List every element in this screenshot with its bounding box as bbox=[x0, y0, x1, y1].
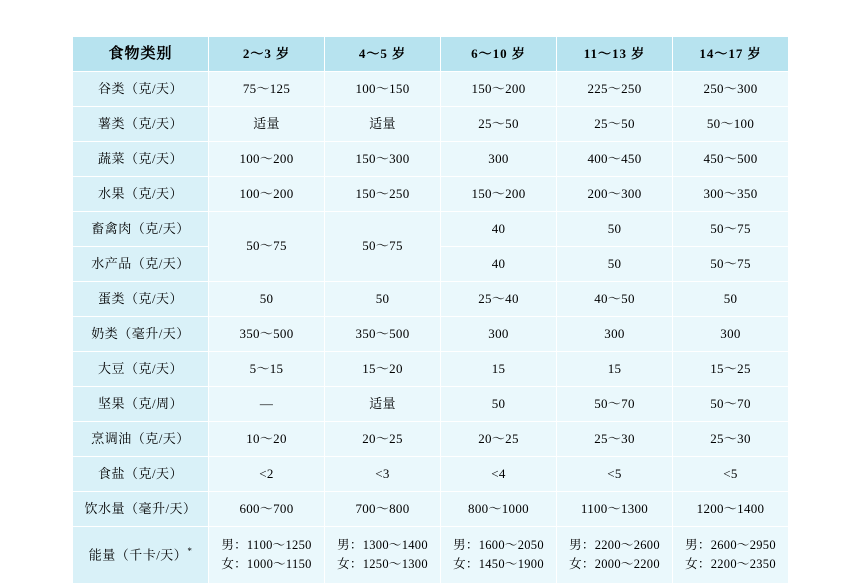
cell-eggs-2-3: 50 bbox=[209, 282, 325, 317]
cell-eggs-11-13: 40～50 bbox=[557, 282, 673, 317]
energy-male-value: 男：1600～2050 bbox=[453, 537, 544, 552]
row-label-energy-text: 能量（千卡/天） bbox=[88, 547, 188, 563]
table-header bbox=[73, 37, 789, 72]
cell-water-14-17: 1200～1400 bbox=[673, 492, 789, 527]
cell-tubers-14-17: 50～100 bbox=[673, 107, 789, 142]
cell-water-11-13: 1100～1300 bbox=[557, 492, 673, 527]
cell-water-6-10: 800～1000 bbox=[441, 492, 557, 527]
row-label-cooking-oil: 烹调油（克/天） bbox=[73, 422, 209, 457]
cell-soybeans-14-17: 15～25 bbox=[673, 352, 789, 387]
cell-salt-4-5: <3 bbox=[325, 457, 441, 492]
energy-female-value: 女：1250～1300 bbox=[337, 557, 428, 571]
row-label-fruits: 水果（克/天） bbox=[73, 177, 209, 212]
cell-nuts-14-17: 50～70 bbox=[673, 387, 789, 422]
cell-energy-14-17 bbox=[673, 527, 789, 584]
table-row bbox=[73, 142, 789, 177]
row-label-grains: 谷类（克/天） bbox=[73, 72, 209, 107]
cell-tubers-2-3: 适量 bbox=[209, 107, 325, 142]
row-label-vegetables: 蔬菜（克/天） bbox=[73, 142, 209, 177]
cell-dairy-11-13: 300 bbox=[557, 317, 673, 352]
cell-dairy-4-5: 350～500 bbox=[325, 317, 441, 352]
energy-male-value: 男：1300～1400 bbox=[337, 537, 428, 552]
cell-tubers-6-10: 25～50 bbox=[441, 107, 557, 142]
energy-female-value: 女：1450～1900 bbox=[453, 557, 544, 571]
cell-salt-11-13: <5 bbox=[557, 457, 673, 492]
table-row bbox=[73, 387, 789, 422]
cell-energy-6-10 bbox=[441, 527, 557, 584]
cell-meat-2-3: 50～75 bbox=[209, 212, 325, 282]
cell-salt-6-10: <4 bbox=[441, 457, 557, 492]
cell-oil-2-3: 10～20 bbox=[209, 422, 325, 457]
cell-fruits-6-10: 150～200 bbox=[441, 177, 557, 212]
cell-grains-2-3: 75～125 bbox=[209, 72, 325, 107]
cell-grains-6-10: 150～200 bbox=[441, 72, 557, 107]
column-header-age-2-3: 2～3 岁 bbox=[209, 37, 325, 72]
row-label-nuts: 坚果（克/周） bbox=[73, 387, 209, 422]
cell-nuts-6-10: 50 bbox=[441, 387, 557, 422]
table-row bbox=[73, 422, 789, 457]
dietary-reference-table bbox=[72, 36, 789, 584]
cell-vegetables-6-10: 300 bbox=[441, 142, 557, 177]
cell-grains-11-13: 225～250 bbox=[557, 72, 673, 107]
row-label-soybeans: 大豆（克/天） bbox=[73, 352, 209, 387]
cell-energy-2-3 bbox=[209, 527, 325, 584]
cell-eggs-14-17: 50 bbox=[673, 282, 789, 317]
column-header-age-11-13: 11～13 岁 bbox=[557, 37, 673, 72]
table-row bbox=[73, 177, 789, 212]
row-label-aquatic: 水产品（克/天） bbox=[73, 247, 209, 282]
cell-grains-14-17: 250～300 bbox=[673, 72, 789, 107]
cell-dairy-2-3: 350～500 bbox=[209, 317, 325, 352]
energy-male-value: 男：2200～2600 bbox=[569, 537, 660, 552]
cell-aquatic-14-17: 50～75 bbox=[673, 247, 789, 282]
row-label-water: 饮水量（毫升/天） bbox=[73, 492, 209, 527]
cell-vegetables-14-17: 450～500 bbox=[673, 142, 789, 177]
column-header-category: 食物类别 bbox=[73, 37, 209, 72]
row-label-eggs: 蛋类（克/天） bbox=[73, 282, 209, 317]
cell-oil-4-5: 20～25 bbox=[325, 422, 441, 457]
row-label-salt: 食盐（克/天） bbox=[73, 457, 209, 492]
row-label-energy bbox=[73, 527, 209, 584]
column-header-age-14-17: 14～17 岁 bbox=[673, 37, 789, 72]
energy-female-value: 女：2200～2350 bbox=[685, 557, 776, 571]
cell-vegetables-2-3: 100～200 bbox=[209, 142, 325, 177]
row-label-tubers: 薯类（克/天） bbox=[73, 107, 209, 142]
table-row bbox=[73, 457, 789, 492]
table-row-energy bbox=[73, 527, 789, 584]
cell-water-2-3: 600～700 bbox=[209, 492, 325, 527]
cell-dairy-14-17: 300 bbox=[673, 317, 789, 352]
cell-livestock-14-17: 50～75 bbox=[673, 212, 789, 247]
cell-oil-11-13: 25～30 bbox=[557, 422, 673, 457]
cell-fruits-4-5: 150～250 bbox=[325, 177, 441, 212]
table-row bbox=[73, 492, 789, 527]
cell-soybeans-11-13: 15 bbox=[557, 352, 673, 387]
energy-male-value: 男：2600～2950 bbox=[685, 537, 776, 552]
cell-salt-2-3: <2 bbox=[209, 457, 325, 492]
table-row bbox=[73, 317, 789, 352]
cell-energy-11-13 bbox=[557, 527, 673, 584]
cell-livestock-6-10: 40 bbox=[441, 212, 557, 247]
cell-salt-14-17: <5 bbox=[673, 457, 789, 492]
cell-soybeans-6-10: 15 bbox=[441, 352, 557, 387]
table-row bbox=[73, 72, 789, 107]
cell-aquatic-6-10: 40 bbox=[441, 247, 557, 282]
cell-energy-4-5 bbox=[325, 527, 441, 584]
cell-nuts-2-3: — bbox=[209, 387, 325, 422]
table-row bbox=[73, 352, 789, 387]
cell-eggs-6-10: 25～40 bbox=[441, 282, 557, 317]
cell-nuts-11-13: 50～70 bbox=[557, 387, 673, 422]
cell-soybeans-4-5: 15～20 bbox=[325, 352, 441, 387]
cell-vegetables-4-5: 150～300 bbox=[325, 142, 441, 177]
row-label-livestock-poultry: 畜禽肉（克/天） bbox=[73, 212, 209, 247]
table-row bbox=[73, 282, 789, 317]
energy-female-value: 女：1000～1150 bbox=[221, 557, 312, 571]
column-header-age-4-5: 4～5 岁 bbox=[325, 37, 441, 72]
cell-soybeans-2-3: 5～15 bbox=[209, 352, 325, 387]
cell-aquatic-11-13: 50 bbox=[557, 247, 673, 282]
cell-nuts-4-5: 适量 bbox=[325, 387, 441, 422]
cell-eggs-4-5: 50 bbox=[325, 282, 441, 317]
cell-fruits-14-17: 300～350 bbox=[673, 177, 789, 212]
cell-oil-14-17: 25～30 bbox=[673, 422, 789, 457]
cell-fruits-2-3: 100～200 bbox=[209, 177, 325, 212]
table-row bbox=[73, 212, 789, 247]
table-row bbox=[73, 107, 789, 142]
cell-water-4-5: 700～800 bbox=[325, 492, 441, 527]
energy-female-value: 女：2000～2200 bbox=[569, 557, 660, 571]
cell-grains-4-5: 100～150 bbox=[325, 72, 441, 107]
cell-vegetables-11-13: 400～450 bbox=[557, 142, 673, 177]
row-label-energy-footnote-marker: * bbox=[187, 546, 193, 557]
cell-meat-4-5: 50～75 bbox=[325, 212, 441, 282]
cell-tubers-4-5: 适量 bbox=[325, 107, 441, 142]
cell-oil-6-10: 20～25 bbox=[441, 422, 557, 457]
cell-livestock-11-13: 50 bbox=[557, 212, 673, 247]
cell-fruits-11-13: 200～300 bbox=[557, 177, 673, 212]
row-label-dairy: 奶类（毫升/天） bbox=[73, 317, 209, 352]
energy-male-value: 男：1100～1250 bbox=[221, 537, 312, 552]
cell-dairy-6-10: 300 bbox=[441, 317, 557, 352]
column-header-age-6-10: 6～10 岁 bbox=[441, 37, 557, 72]
table-body bbox=[73, 72, 789, 584]
cell-tubers-11-13: 25～50 bbox=[557, 107, 673, 142]
table-header-row bbox=[73, 37, 789, 72]
